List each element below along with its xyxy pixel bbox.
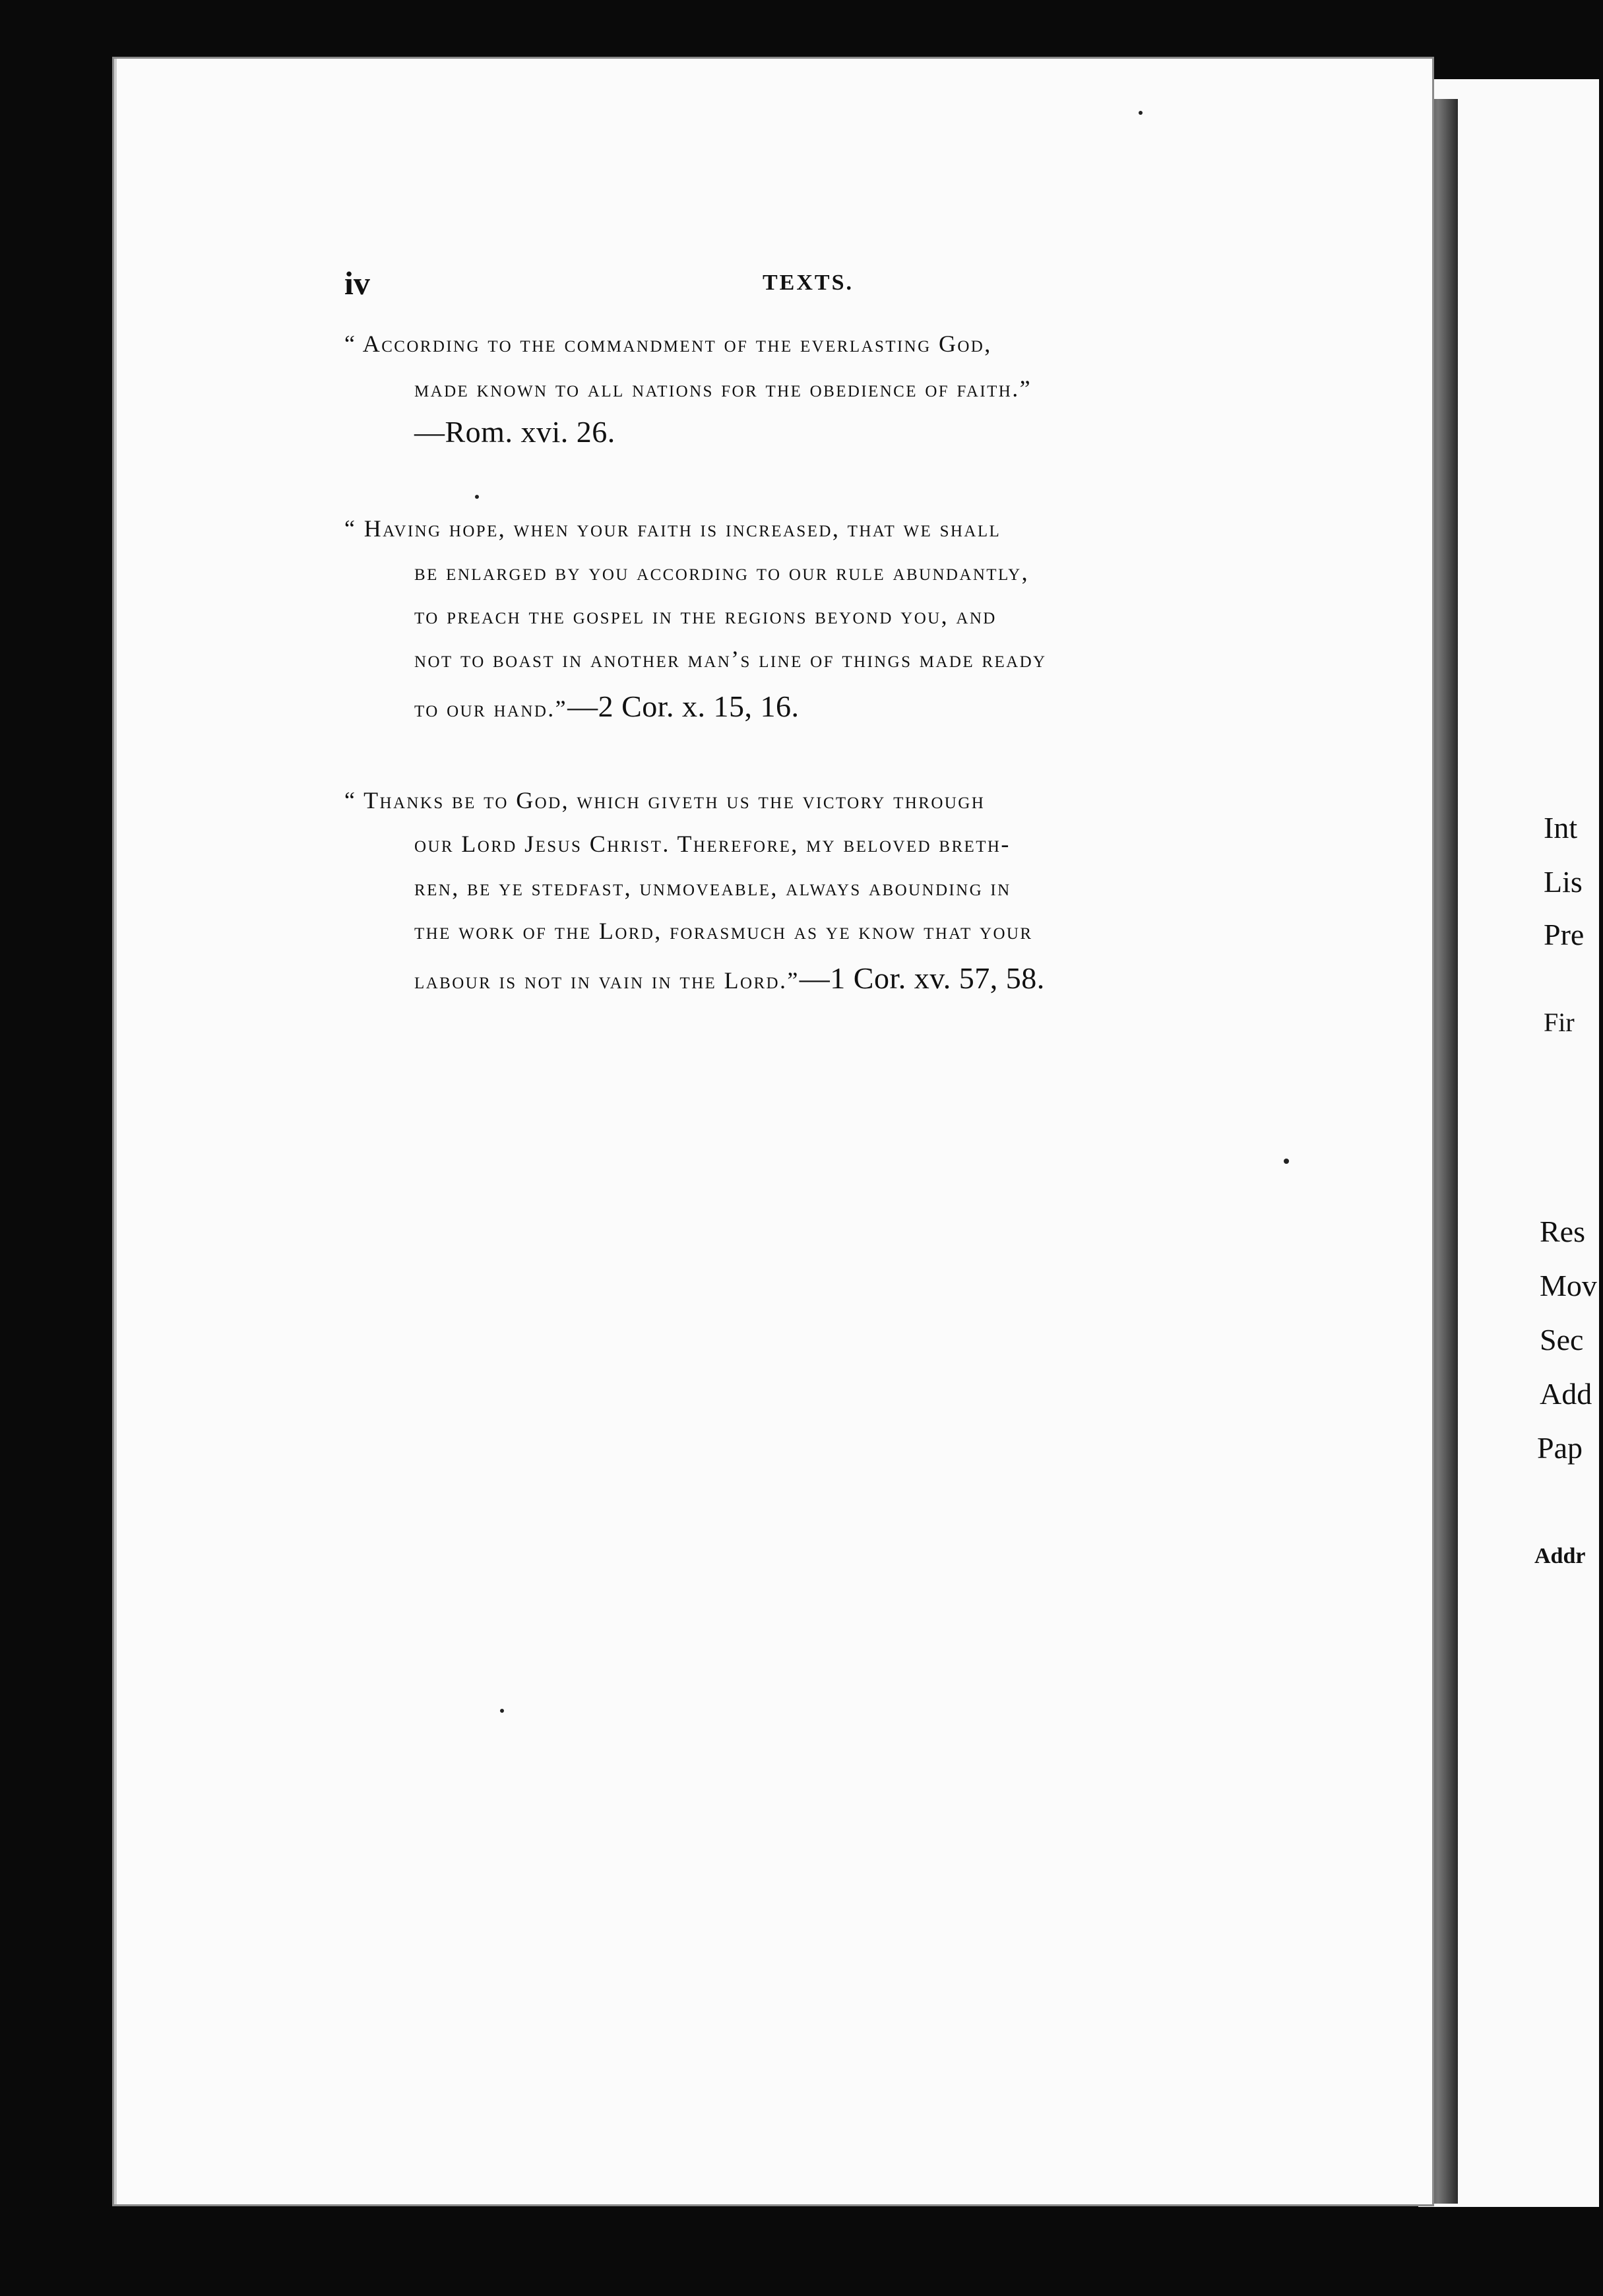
quote-line: to preach the gospel in the regions beyond you, and [414, 602, 997, 629]
scan-speck [1139, 111, 1143, 115]
quote-reference: —1 Cor. xv. 57, 58. [799, 961, 1045, 995]
quote-line: be enlarged by you according to our rule abundantly, [414, 559, 1029, 585]
quote-line: the work of the Lord, forasmuch as ye know that your [414, 918, 1033, 944]
quote-line: ren, be ye stedfast, unmoveable, always abounding in [414, 874, 1011, 901]
facing-fragment: Add [1540, 1377, 1592, 1411]
facing-page-text [1534, 805, 1603, 2098]
quote-reference: —2 Cor. x. 15, 16. [567, 689, 800, 723]
facing-fragment: Fir [1544, 1007, 1575, 1037]
page-number: iv [344, 265, 370, 302]
quote-line: “ According to the commandment of the everlasting God, [344, 331, 992, 357]
quote-line: made known to all nations for the obedience of faith.” [414, 375, 1032, 402]
quote-line-text: labour is not in vain in the Lord.” [414, 967, 800, 994]
quote-line [414, 961, 1045, 996]
running-head: TEXTS. [763, 271, 854, 295]
quote-line: “ Thanks be to God, which giveth us the victory through [344, 787, 986, 813]
quote-line-text: to our hand.” [414, 695, 568, 722]
facing-fragment: Pre [1544, 918, 1585, 951]
facing-fragment: Addr [1534, 1544, 1586, 1568]
scan-speck [475, 495, 479, 499]
facing-fragment: Lis [1544, 865, 1583, 899]
quote-line [414, 689, 800, 724]
scan-speck [1284, 1159, 1289, 1164]
page-header [344, 264, 1268, 303]
facing-fragment: Res [1540, 1215, 1585, 1248]
facing-fragment: Sec [1540, 1323, 1584, 1356]
quote-reference: —Rom. xvi. 26. [414, 415, 615, 449]
quote-line: our Lord Jesus Christ. Therefore, my beloved breth- [414, 831, 1011, 857]
facing-fragment: Mov [1540, 1269, 1597, 1302]
facing-fragment: Pap [1537, 1431, 1583, 1465]
facing-fragment: Int [1544, 811, 1578, 845]
quote-line: “ Having hope, when your faith is increased, that we shall [344, 515, 1001, 542]
scan-speck [500, 1709, 504, 1713]
quote-line: not to boast in another man’s line of things made ready [414, 646, 1047, 672]
